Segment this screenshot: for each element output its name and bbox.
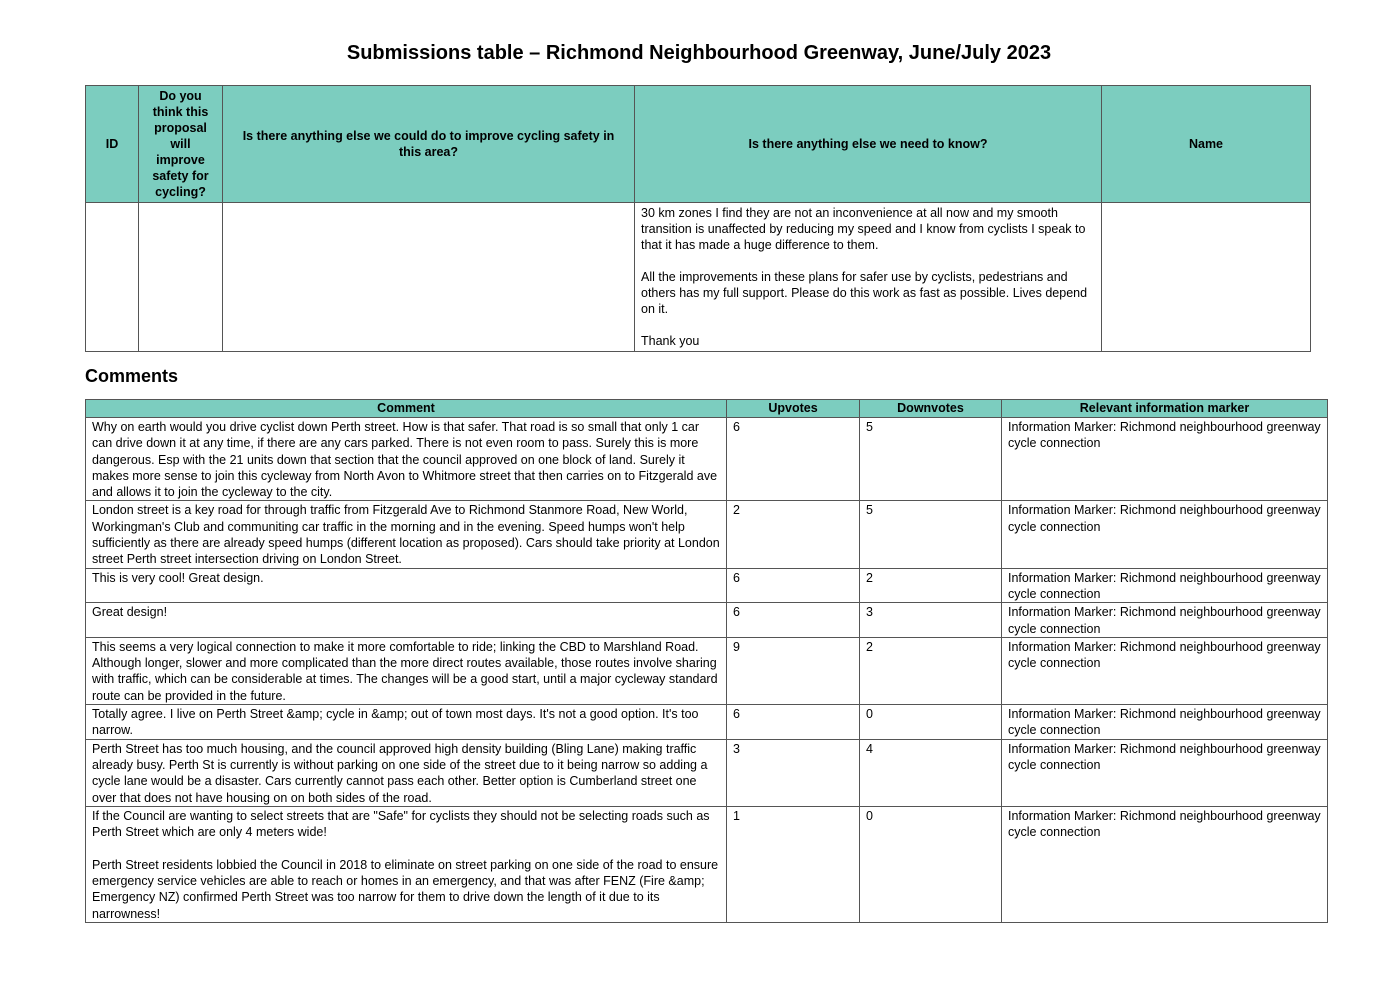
comment-text: If the Council are wanting to select streets that are "Safe" for cyclists they should not be selecting roads such as Perth Street which are only 4 meters wide! Perth Street residents lobbied the Council in 2018 to eliminate on street parking on one side of the road to ensure emergency service vehicles are able to reach or homes in an emergency, and that was after FENZ (Fire &amp; Emergency NZ) confirmed Perth Street was too narrow for them to drive down the length of it due to its narrowness! [86, 806, 727, 922]
header-safety: Do you think this proposal will improve safety for cycling? [139, 86, 223, 203]
marker-value: Information Marker: Richmond neighbourhood greenway cycle connection [1002, 705, 1328, 740]
upvotes-value: 6 [727, 705, 860, 740]
downvotes-value: 5 [860, 501, 1002, 568]
downvotes-value: 5 [860, 418, 1002, 501]
upvotes-value: 9 [727, 637, 860, 704]
marker-value: Information Marker: Richmond neighbourhood greenway cycle connection [1002, 739, 1328, 806]
header-need-to-know: Is there anything else we need to know? [635, 86, 1102, 203]
header-improve: Is there anything else we could do to improve cycling safety in this area? [223, 86, 635, 203]
upvotes-value: 2 [727, 501, 860, 568]
upvotes-value: 1 [727, 806, 860, 922]
comments-header-row [86, 400, 1328, 418]
table-row [86, 637, 1328, 704]
marker-value: Information Marker: Richmond neighbourhood greenway cycle connection [1002, 806, 1328, 922]
upvotes-value: 3 [727, 739, 860, 806]
marker-value: Information Marker: Richmond neighbourhood greenway cycle connection [1002, 418, 1328, 501]
downvotes-value: 0 [860, 705, 1002, 740]
comment-text: Perth Street has too much housing, and the council approved high density building (Bling Lane) making traffic already busy. Perth St is currently is without parking on one side of the street due to it being narrow so adding a cycle lane would be a disaster. Cars currently cannot pass each other. Better option is Cumberland street one over that does not have housing on on both sides of the road. [86, 739, 727, 806]
table-row [86, 501, 1328, 568]
upvotes-value: 6 [727, 603, 860, 638]
marker-value: Information Marker: Richmond neighbourhood greenway cycle connection [1002, 568, 1328, 603]
header-comment: Comment [86, 400, 727, 418]
table-row [86, 603, 1328, 638]
header-id: ID [86, 86, 139, 203]
comments-heading: Comments [85, 366, 179, 386]
submissions-header-row [86, 86, 1311, 203]
downvotes-value: 0 [860, 806, 1002, 922]
comment-text: Totally agree. I live on Perth Street &amp; cycle in &amp; out of town most days. It's not a good option. It's too narrow. [86, 705, 727, 740]
marker-value: Information Marker: Richmond neighbourhood greenway cycle connection [1002, 637, 1328, 704]
comment-text: Why on earth would you drive cyclist down Perth street. How is that safer. That road is so small that only 1 car can drive down it at any time, if there are any cars parked. There is not even room to pass. Surely this is more dangerous. Esp with the 21 units down that section that the council approved on one block of land. Surely it makes more sense to join this cycleway from North Avon to Whitmore street that then carries on to Fitzgerald ave and allows it to join the cycleway to the city. [86, 418, 727, 501]
marker-value: Information Marker: Richmond neighbourhood greenway cycle connection [1002, 603, 1328, 638]
header-downvotes: Downvotes [860, 400, 1002, 418]
table-row [86, 806, 1328, 922]
comments-table [85, 399, 1328, 923]
table-row [86, 203, 1311, 352]
cell-id [86, 203, 139, 352]
downvotes-value: 4 [860, 739, 1002, 806]
table-row [86, 568, 1328, 603]
upvotes-value: 6 [727, 568, 860, 603]
header-name: Name [1102, 86, 1311, 203]
cell-safety [139, 203, 223, 352]
downvotes-value: 3 [860, 603, 1002, 638]
page-title: Submissions table – Richmond Neighbourhood Greenway, June/July 2023 [346, 42, 1052, 64]
submissions-table [85, 85, 1311, 352]
header-marker: Relevant information marker [1002, 400, 1328, 418]
table-row [86, 739, 1328, 806]
comment-text: London street is a key road for through traffic from Fitzgerald Ave to Richmond Stanmore Road, New World, Workingman's Club and communiting car traffic in the morning and in the evening. Speed humps won't help sufficiently as there are already speed humps (different location as proposed). Cars should take priority at London street Perth street intersection driving on London Street. [86, 501, 727, 568]
table-row [86, 705, 1328, 740]
comment-text: Great design! [86, 603, 727, 638]
cell-name [1102, 203, 1311, 352]
header-upvotes: Upvotes [727, 400, 860, 418]
marker-value: Information Marker: Richmond neighbourhood greenway cycle connection [1002, 501, 1328, 568]
downvotes-value: 2 [860, 637, 1002, 704]
table-row [86, 418, 1328, 501]
downvotes-value: 2 [860, 568, 1002, 603]
cell-need-to-know: 30 km zones I find they are not an inconvenience at all now and my smooth transition is unaffected by reducing my speed and I know from cyclists I speak to that it has made a huge difference to them. All the improvements in these plans for safer use by cyclists, pedestrians and others has my full support. Please do this work as fast as possible. Lives depend on it. Thank you [635, 203, 1102, 352]
comment-text: This seems a very logical connection to make it more comfortable to ride; linking the CBD to Marshland Road. Although longer, slower and more complicated than the more direct routes available, those routes involve sharing with traffic, which can be considerable at times. The changes will be a good start, until a major cycleway standard route can be provided in the future. [86, 637, 727, 704]
comment-text: This is very cool! Great design. [86, 568, 727, 603]
cell-improve [223, 203, 635, 352]
upvotes-value: 6 [727, 418, 860, 501]
